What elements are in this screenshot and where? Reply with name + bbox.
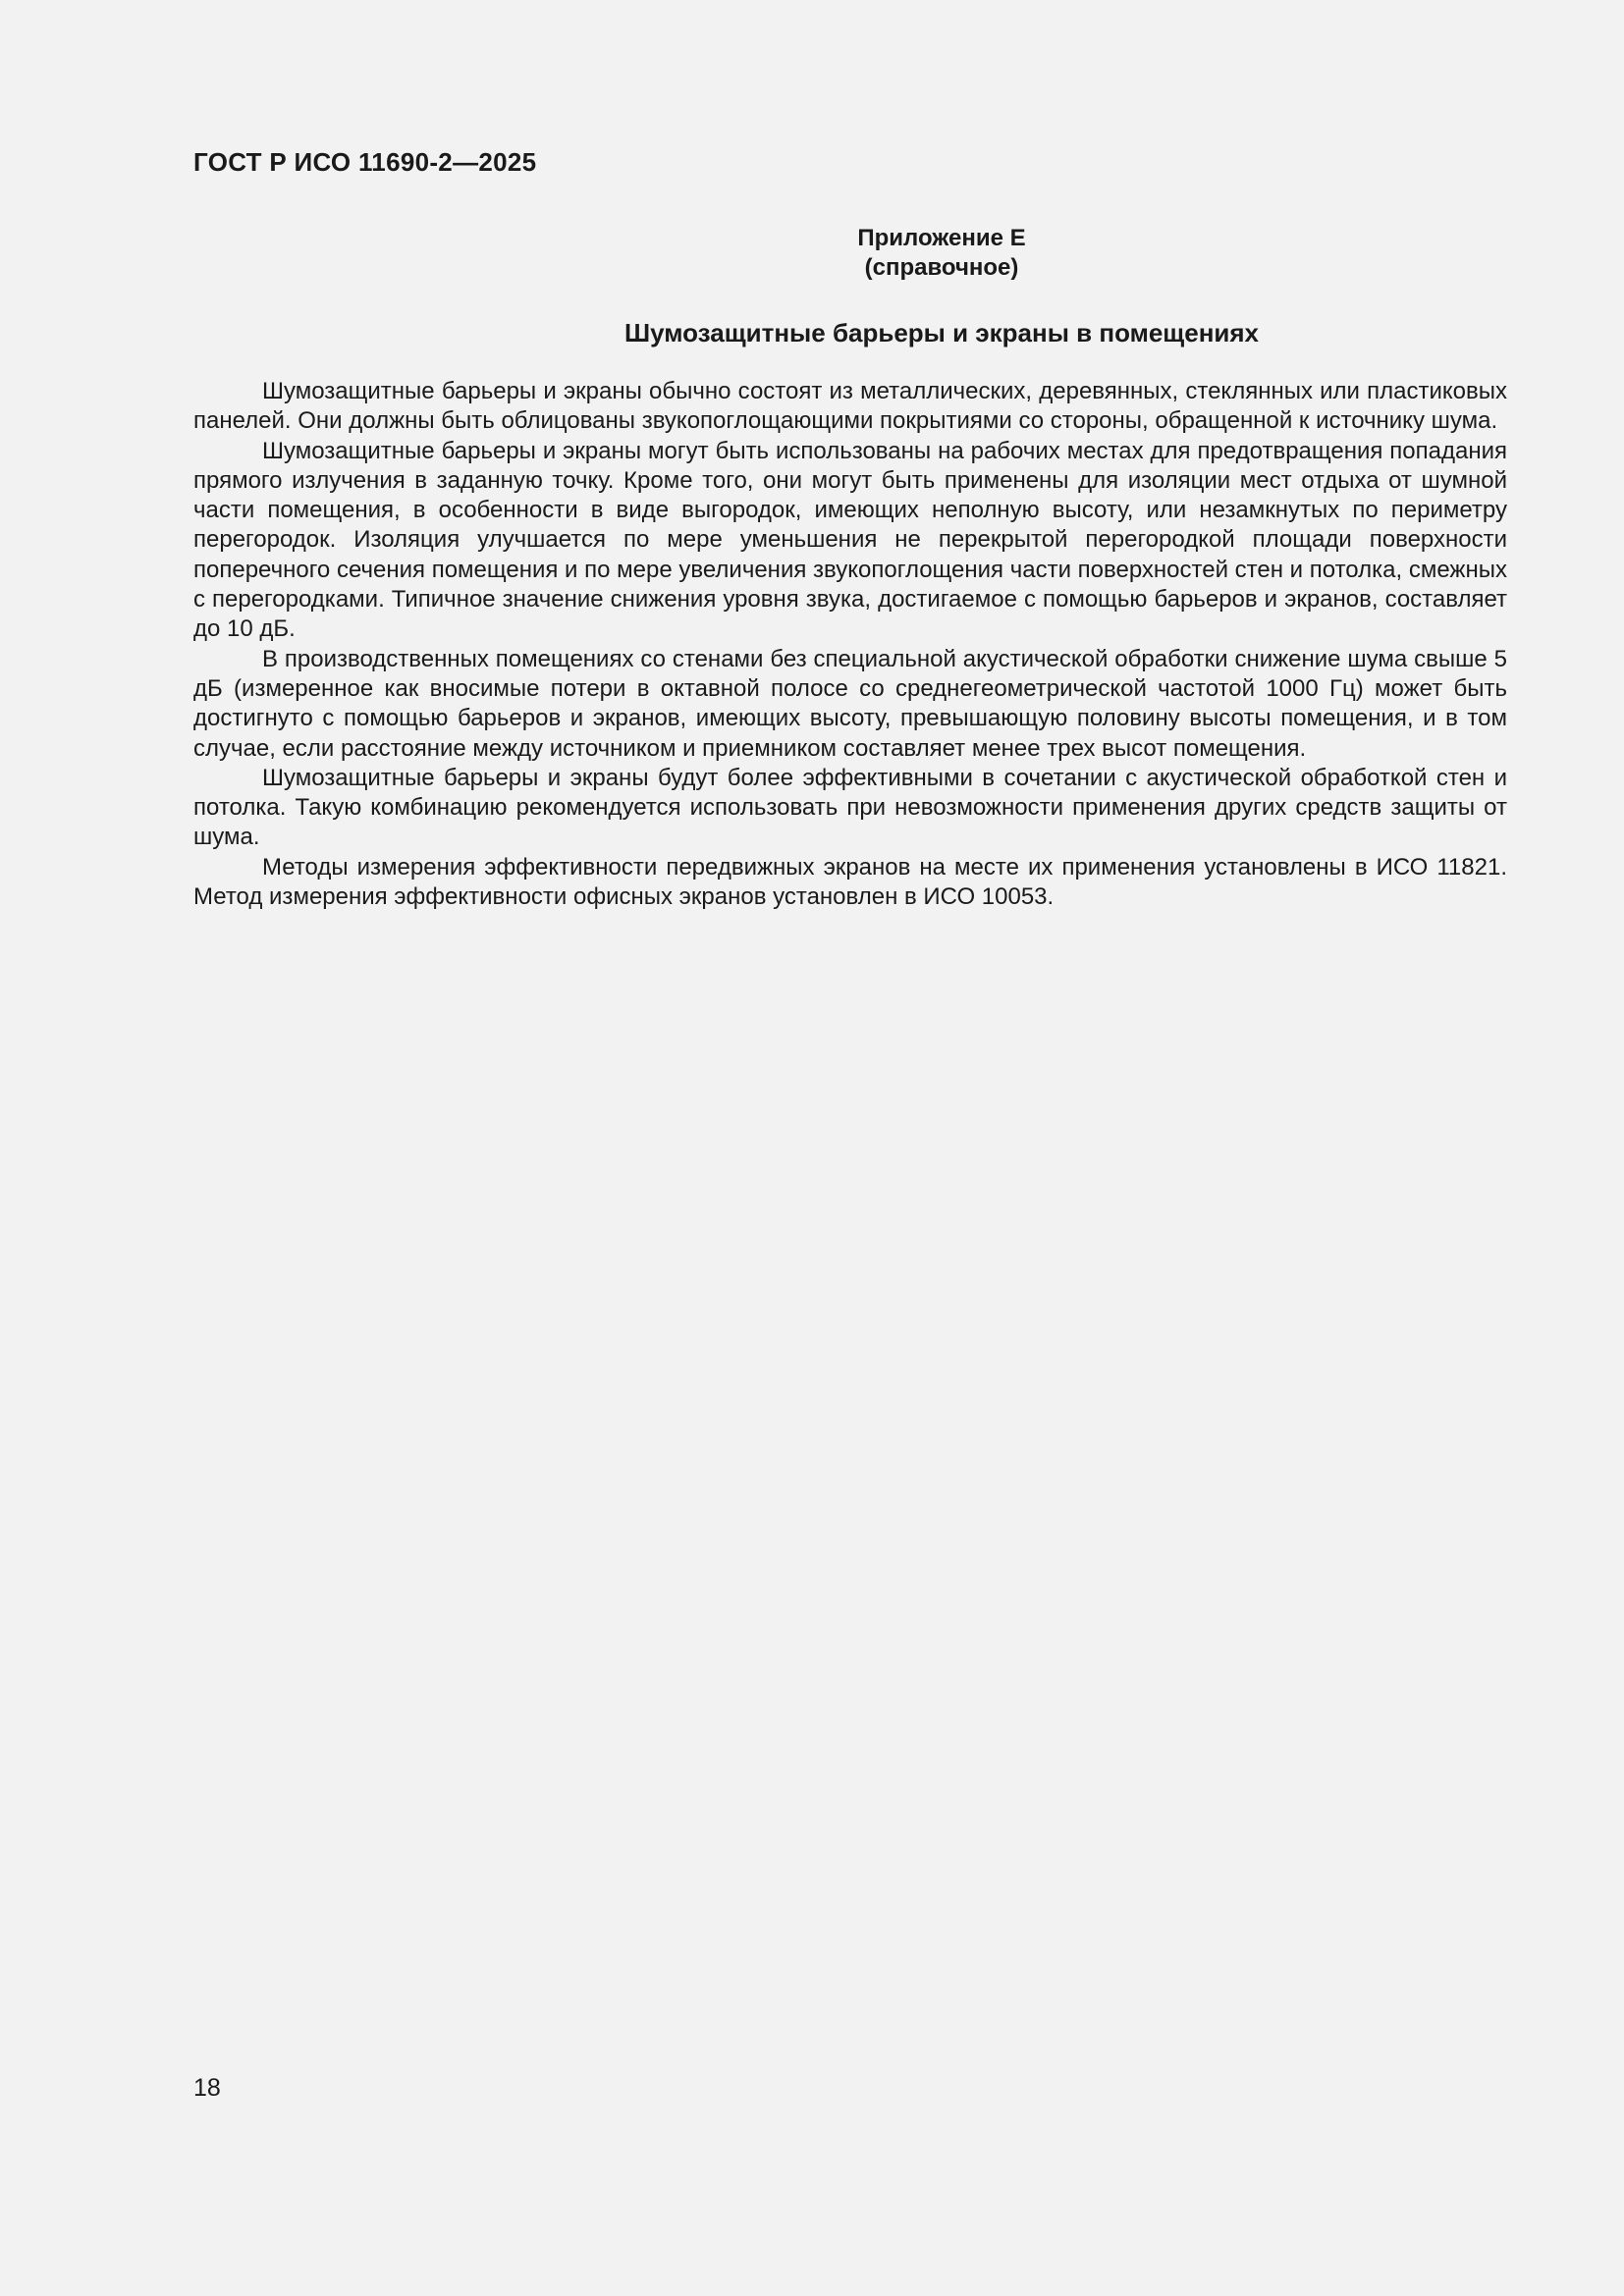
paragraph: Шумозащитные барьеры и экраны будут более эффективными в сочетании с акустической обработкой стен и потолка. Такую комбинацию рекомендуется использовать при невозможности применения других средств защиты от шума.: [193, 764, 1507, 851]
page-number: 18: [193, 2074, 221, 2102]
appendix-title: Приложение Е: [857, 225, 1026, 251]
body-text: [193, 377, 1507, 912]
paragraph: Шумозащитные барьеры и экраны обычно состоят из металлических, деревянных, стеклянных или пластиковых панелей. Они должны быть облицованы звукопоглощающими покрытиями со стороны, обращенной к источнику шума.: [193, 378, 1507, 435]
paragraph: В производственных помещениях со стенами без специальной акустической обработки снижение шума свыше 5 дБ (измеренное как вносимые потери в октавной полосе со среднегеометрической частотой 1000 Гц) может быть достигнуто с помощью барьеров и экранов, имеющих высоту, превышающую половину высоты помещения, и в том случае, если расстояние между источником и приемником составляет менее трех высот помещения.: [193, 645, 1507, 762]
paragraph: Шумозащитные барьеры и экраны могут быть использованы на рабочих местах для предотвращения попадания прямого излучения в заданную точку. Кроме того, они могут быть применены для изоляции мест отдыха от шумной части помещения, в особенности в виде выгородок, имеющих неполную высоту, или незамкнутых по периметру перегородок. Изоляция улучшается по мере уменьшения не перекрытой перегородкой площади поверхности поперечного сечения помещения и по мере увеличения звукопоглощения части поверхностей стен и потолка, смежных с перегородками. Типичное значение снижения уровня звука, достигаемое с помощью барьеров и экранов, составляет до 10 дБ.: [193, 437, 1507, 643]
section-title: Шумозащитные барьеры и экраны в помещениях: [623, 318, 1260, 347]
paragraph: Методы измерения эффективности передвижных экранов на месте их применения установлены в ИСО 11821. Метод измерения эффективности офисных экранов установлен в ИСО 10053.: [193, 853, 1507, 911]
standard-code-header: ГОСТ Р ИСО 11690-2—2025: [193, 147, 537, 177]
appendix-status: (справочное): [864, 254, 1019, 281]
appendix-heading: [193, 224, 1509, 283]
